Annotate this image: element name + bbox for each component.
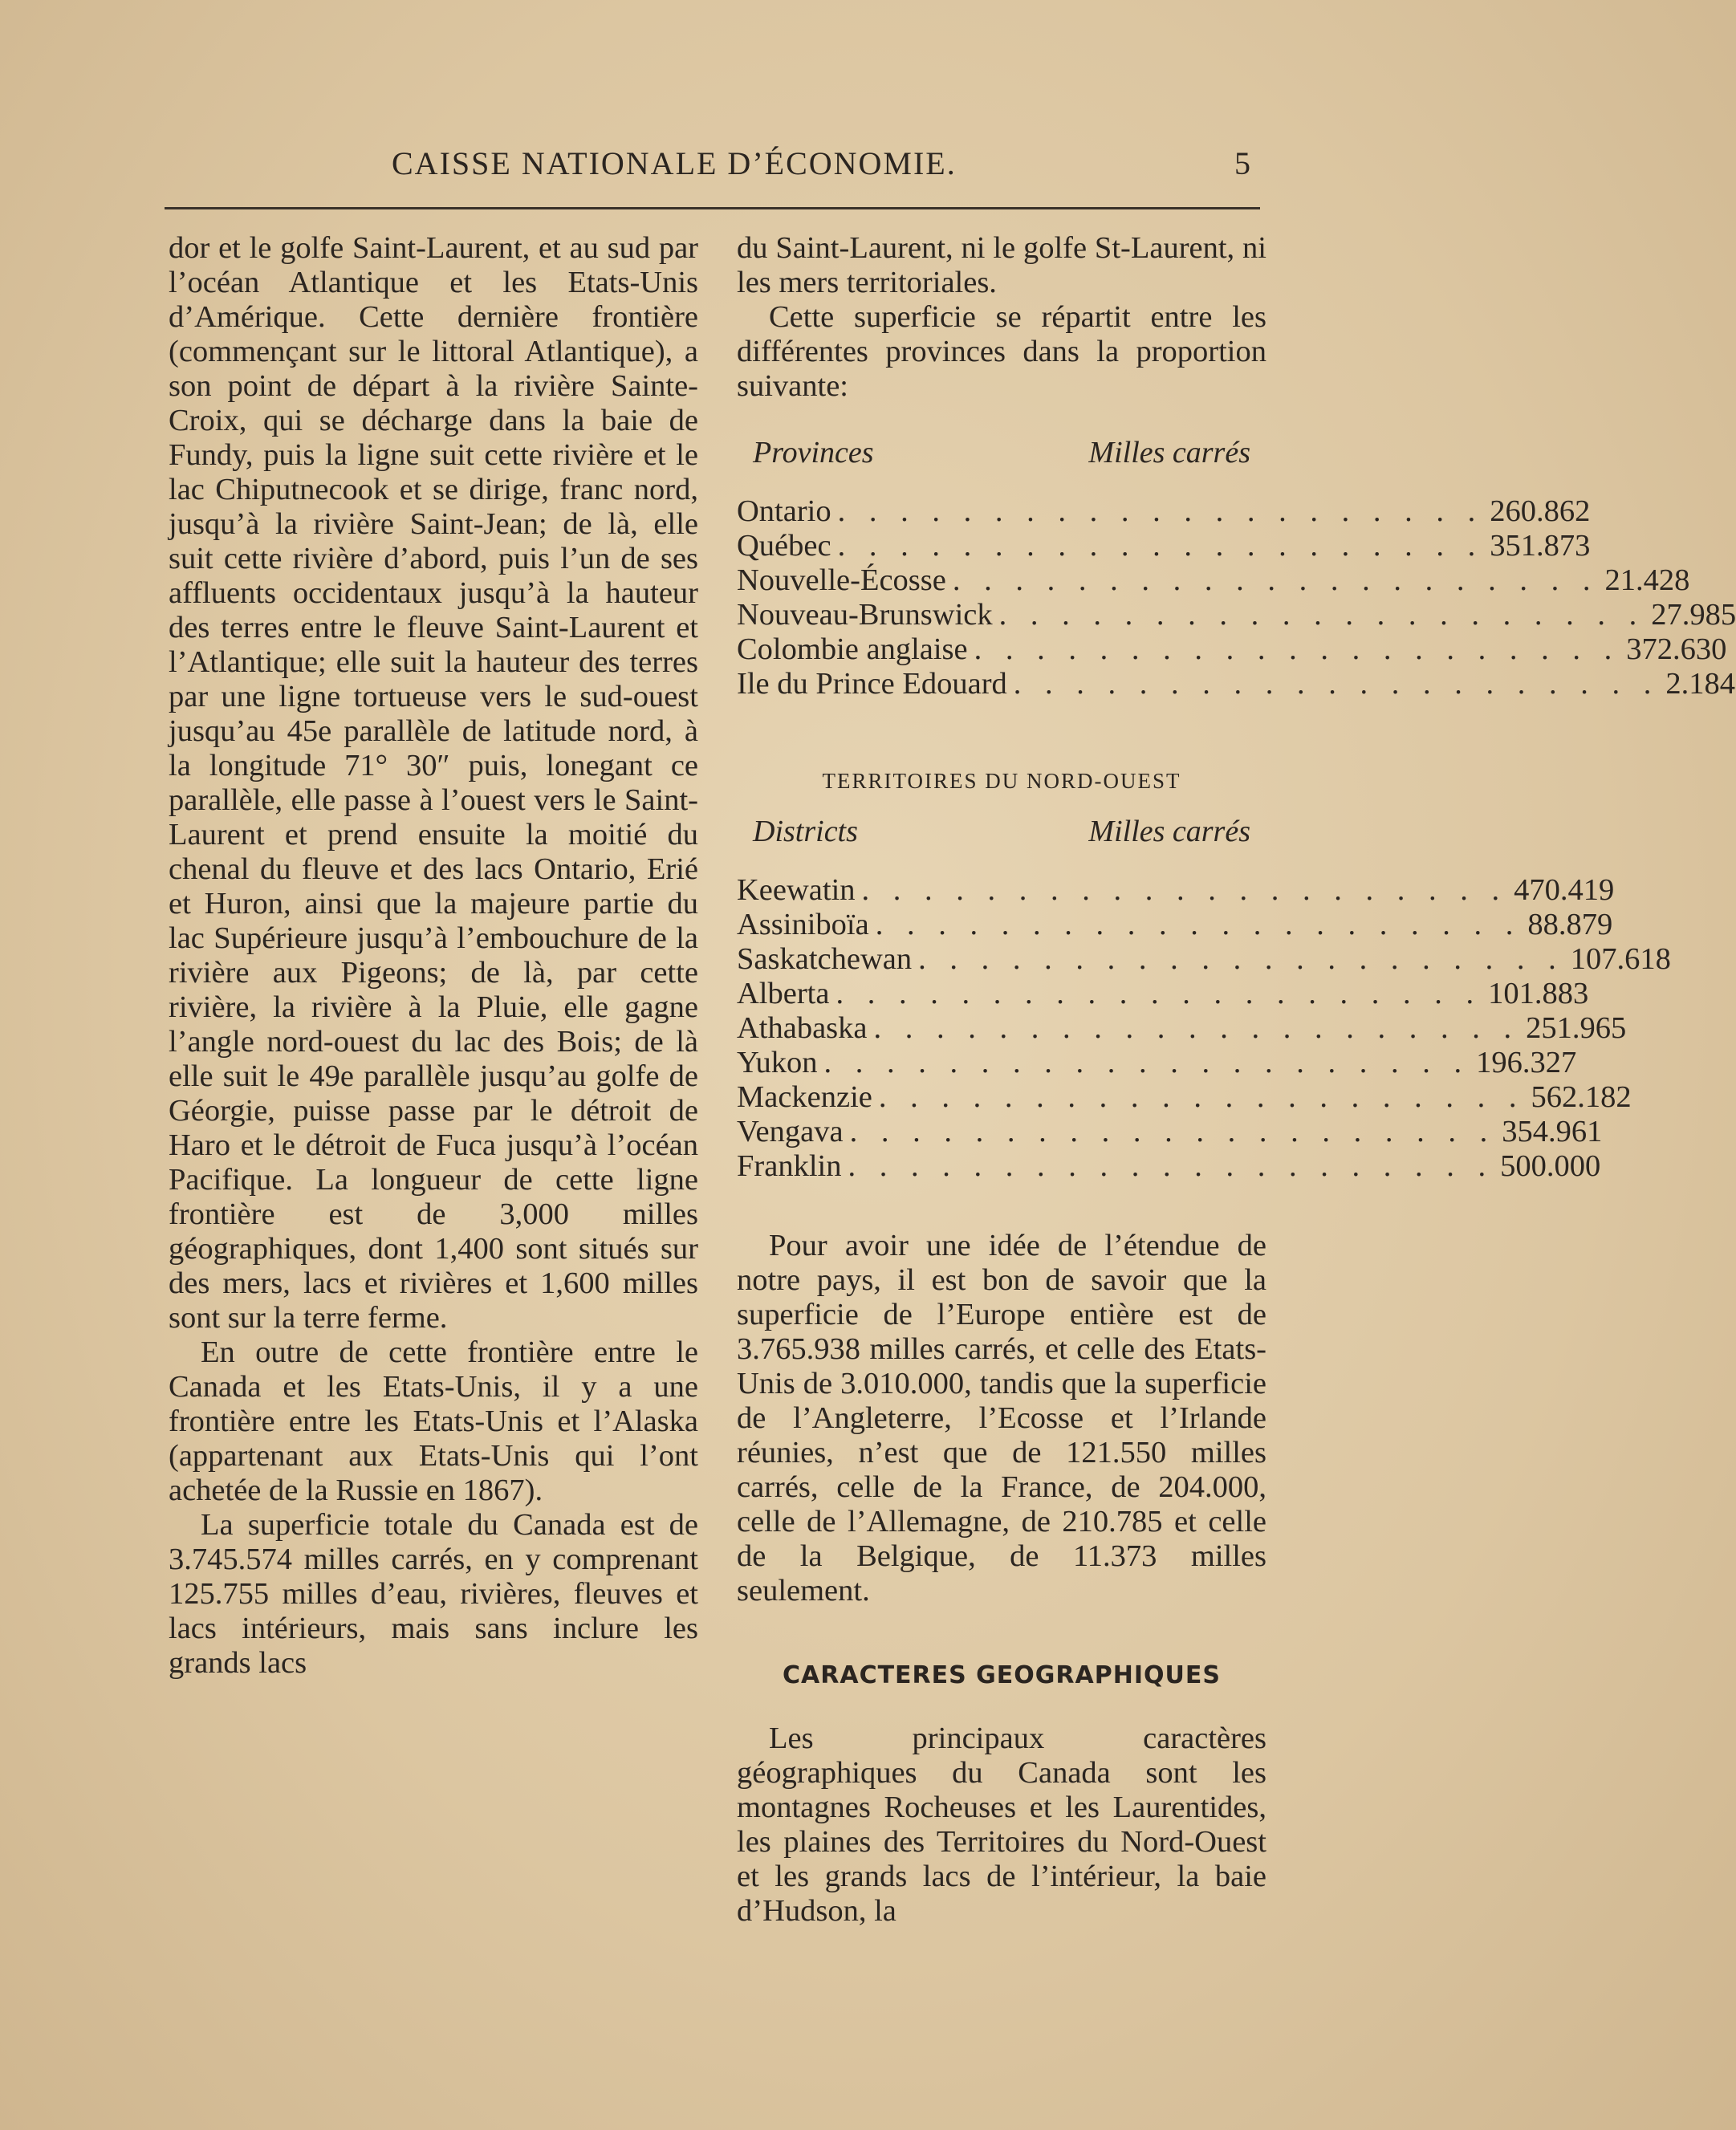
district-name: Yukon — [737, 1046, 818, 1079]
province-value: 351.873 — [1490, 529, 1591, 563]
province-row — [737, 632, 1727, 667]
header-rule — [165, 207, 1260, 209]
dot-leader: . . . . . . . . . . . . . . . . . . . . . — [974, 632, 1620, 666]
provinces-table-header — [737, 436, 1266, 470]
province-value: 2.184 — [1665, 667, 1736, 701]
province-name: Ontario — [737, 494, 831, 528]
district-row — [737, 1046, 1577, 1080]
dot-leader: . . . . . . . . . . . . . . . . . . . . . — [952, 563, 1599, 597]
dot-leader: . . . . . . . . . . . . . . . . . . . . . — [861, 873, 1508, 907]
province-row — [737, 563, 1690, 598]
district-name: Alberta — [737, 977, 830, 1010]
districts-header-label: Districts — [753, 815, 858, 848]
right-column — [737, 231, 1736, 1929]
districts-rows — [737, 873, 1671, 1184]
district-name: Assiniboïa — [737, 908, 869, 941]
section-title: CARACTERES GEOGRAPHIQUES — [783, 1661, 1221, 1689]
left-column — [169, 231, 698, 1681]
district-value: 101.883 — [1488, 977, 1589, 1010]
district-value: 88.879 — [1527, 908, 1613, 941]
running-title: CAISSE NATIONALE D’ÉCONOMIE. — [392, 145, 957, 181]
dot-leader: . . . . . . . . . . . . . . . . . . . . . — [823, 1046, 1470, 1079]
district-name: Athabaska — [737, 1011, 868, 1045]
province-name: Colombie anglaise — [737, 632, 968, 666]
paragraph-continuation: du Saint-Laurent, ni le golfe St-Laurent, ni les mers territoriales. — [737, 231, 1266, 299]
paragraph-alaska: En outre de cette frontière entre le Canada et les Etats-Unis, il y a une frontière entre les Etats-Unis et l’Alaska (appartenant aux Etats-Unis qui l’ont achetée de la Russie en 1867). — [169, 1335, 698, 1507]
paragraph-geography: Les principaux caractères géographiques du Canada sont les montagnes Rocheuses et les Laurentides, les plaines des Territoires du Nord-Ouest et les grands lacs de l’intérieur, la baie d’Hudson, la — [737, 1721, 1266, 1928]
dot-leader: . . . . . . . . . . . . . . . . . . . . . — [837, 494, 1484, 528]
dot-leader: . . . . . . . . . . . . . . . . . . . . . — [835, 977, 1482, 1010]
province-row — [737, 598, 1736, 632]
dot-leader: . . . . . . . . . . . . . . . . . . . . . — [848, 1149, 1494, 1183]
district-value: 107.618 — [1570, 942, 1671, 976]
district-row — [737, 1149, 1601, 1184]
district-name: Franklin — [737, 1149, 842, 1183]
paragraph-repartition: Cette superficie se répartit entre les différentes provinces dans la proportion suivante: — [737, 300, 1266, 403]
provinces-rows — [737, 494, 1736, 701]
province-name: Ile du Prince Edouard — [737, 667, 1007, 701]
territories-heading: TERRITOIRES DU NORD-OUEST — [822, 769, 1181, 793]
districts-header-unit: Milles carrés — [1088, 815, 1250, 848]
province-value: 260.862 — [1490, 494, 1591, 528]
district-row — [737, 1011, 1627, 1046]
dot-leader: . . . . . . . . . . . . . . . . . . . . . — [875, 908, 1522, 941]
district-value: 354.961 — [1502, 1115, 1603, 1148]
dot-leader: . . . . . . . . . . . . . . . . . . . . . — [849, 1115, 1496, 1148]
district-name: Saskatchewan — [737, 942, 913, 976]
province-value: 372.630 — [1626, 632, 1727, 666]
province-value: 21.428 — [1604, 563, 1690, 597]
dot-leader: . . . . . . . . . . . . . . . . . . . . . — [998, 598, 1645, 632]
district-name: Keewatin — [737, 873, 856, 907]
district-row — [737, 977, 1589, 1011]
dot-leader: . . . . . . . . . . . . . . . . . . . . . — [837, 529, 1484, 563]
dot-leader: . . . . . . . . . . . . . . . . . . . . . — [873, 1011, 1520, 1045]
district-value: 500.000 — [1500, 1149, 1601, 1183]
province-value: 27.985 — [1651, 598, 1736, 632]
district-row — [737, 942, 1671, 977]
district-row — [737, 908, 1613, 942]
district-row — [737, 1080, 1632, 1115]
page-number: 5 — [1234, 145, 1250, 181]
dot-leader: . . . . . . . . . . . . . . . . . . . . . — [878, 1080, 1525, 1114]
province-name: Nouvelle-Écosse — [737, 563, 946, 597]
district-value: 251.965 — [1526, 1011, 1627, 1045]
paragraph-superficie: La superficie totale du Canada est de 3.745.574 milles carrés, en y comprenant 125.755 milles d’eau, rivières, fleuves et lacs intérieurs, mais sans inclure les grands lacs — [169, 1508, 698, 1680]
province-row — [737, 529, 1591, 563]
district-value: 562.182 — [1531, 1080, 1632, 1114]
district-row — [737, 1115, 1603, 1149]
district-name: Vengava — [737, 1115, 844, 1148]
paragraph-comparison: Pour avoir une idée de l’étendue de notre pays, il est bon de savoir que la superficie de l’Europe entière est de 3.765.938 milles carrés, et celle des Etats-Unis de 3.010.000, tandis que la superficie de l’Angleterre, l’Ecosse et l’Irlande réunies, n’est que de 121.550 milles carrés, celle de la France, de 204.000, celle de l’Allemagne, de 210.785 et celle de la Belgique, de 11.373 milles seulement. — [737, 1229, 1266, 1608]
district-value: 196.327 — [1476, 1046, 1577, 1079]
province-row — [737, 494, 1591, 529]
district-name: Mackenzie — [737, 1080, 872, 1114]
provinces-table — [737, 436, 1736, 701]
province-name: Québec — [737, 529, 831, 563]
dot-leader: . . . . . . . . . . . . . . . . . . . . . — [1013, 667, 1660, 701]
page-header — [165, 138, 1260, 194]
district-row — [737, 873, 1615, 908]
dot-leader: . . . . . . . . . . . . . . . . . . . . . — [918, 942, 1564, 976]
provinces-header-label: Provinces — [753, 436, 874, 469]
province-name: Nouveau-Brunswick — [737, 598, 993, 632]
district-value: 470.419 — [1514, 873, 1615, 907]
districts-table-header — [737, 815, 1266, 849]
province-row — [737, 667, 1736, 701]
districts-table — [737, 815, 1671, 1184]
provinces-header-unit: Milles carrés — [1088, 436, 1250, 469]
paragraph-frontier: dor et le golfe Saint-Laurent, et au sud par l’océan Atlantique et les Etats-Unis d’Amérique. Cette dernière frontière (commençant sur le littoral Atlantique), a son point de départ à la rivière Sainte-Croix, qui se décharge dans la baie de Fundy, puis la ligne suit cette rivière et le lac Chiputnecook et se dirige, franc nord, jusqu’à la rivière Saint-Jean; de là, elle suit cette rivière d’abord, puis l’un de ses affluents occidentaux jusqu’à la hauteur des terres entre le fleuve Saint-Laurent et l’Atlantique; elle suit la hauteur des terres par une ligne tortueuse vers le sud-ouest jusqu’au 45e parallèle de latitude nord, à la longitude 71° 30″ puis, lonegant ce parallèle, elle passe à l’ouest vers le Saint-Laurent et prend ensuite la moitié du chenal du fleuve et des lacs Ontario, Erié et Huron, ainsi que la majeure partie du lac Supérieure jusqu’à l’embouchure de la rivière aux Pigeons; de là, par cette rivière, la rivière à la Pluie, elle gagne l’angle nord-ouest du lac des Bois; de là elle suit le 49e parallèle jusqu’au golfe de Géorgie, puisse passe par le détroit de Haro et le détroit de Fuca jusqu’à l’océan Pacifique. La longueur de cette ligne frontière est de 3,000 milles géographiques, dont 1,400 sont situés sur des mers, lacs et rivières et 1,600 milles sont sur la terre ferme. — [169, 231, 698, 1335]
